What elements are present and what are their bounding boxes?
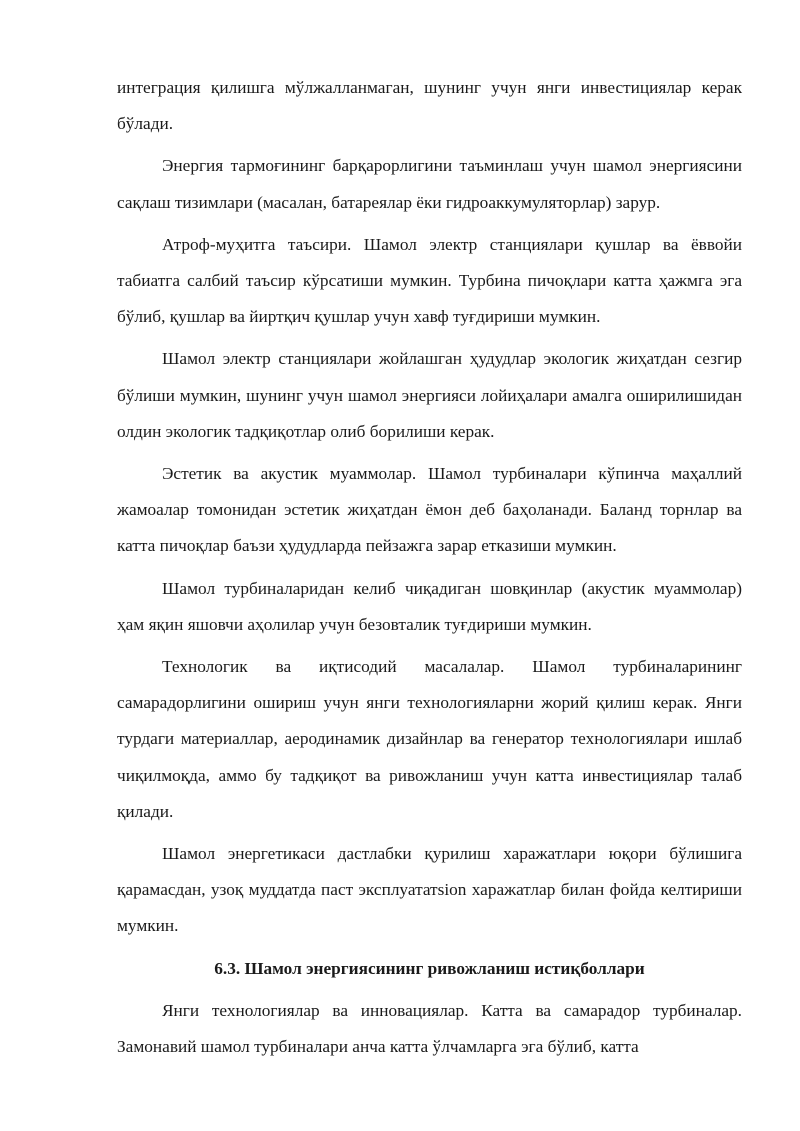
paragraph-technology-economics: Технологик ва иқтисодий масалалар. Шамол турбиналарининг самарадорлигини ошириш учун янги технологияларни жорий қилиш керак. Янги турдаги материаллар, аеродинамик дизайнлар ва генератор технологиялари ишлаб чиқилмоқда, аммо бу тадқиқот ва ривожланиш учун катта инвестициялар талаб қилади.: [117, 657, 742, 821]
document-body: [117, 70, 742, 1071]
paragraph-noise: Шамол турбиналаридан келиб чиқадиган шовқинлар (акустик муаммолар) ҳам яқин яшовчи аҳолилар учун безовталик туғдириши мумкин.: [117, 578, 742, 634]
paragraph-energy-storage: Энергия тармоғининг барқарорлигини таъминлаш учун шамол энергиясини сақлаш тизимлари (масалан, батареялар ёки гидроаккумуляторлар) зарур.: [117, 156, 742, 212]
paragraph-continuation: интеграция қилишга мўлжалланмаган, шунинг учун янги инвестициялар керак бўлади.: [117, 78, 742, 134]
paragraph-new-technologies: Янги технологиялар ва инновациялар. Катта ва самарадор турбиналар. Замонавий шамол турбиналари анча катта ўлчамларга эга бўлиб, катта: [117, 1000, 742, 1057]
section-heading: 6.3. Шамол энергиясининг ривожланиш истиқболлари: [214, 958, 645, 978]
paragraph-ecological-research: Шамол электр станциялари жойлашган ҳудудлар экологик жиҳатдан сезгир бўлиши мумкин, шунинг учун шамол энергияси лойиҳалари амалга оширилишидан олдин экологик тадқиқотлар олиб борилиши керак.: [117, 349, 742, 441]
paragraph-costs: Шамол энергетикаси дастлабки қурилиш харажатлари юқори бўлишига қарамасдан, узоқ муддатда паст эксплуататsіon харажатлар билан фойда келтириши мумкин.: [117, 844, 742, 936]
paragraph-aesthetic-acoustic: Эстетик ва акустик муаммолар. Шамол турбиналари кўпинча маҳаллий жамоалар томонидан эстетик жиҳатдан ёмон деб баҳоланади. Баланд торнлар ва катта пичоқлар баъзи ҳудудларда пейзажга зарар етказиши мумкин.: [117, 464, 742, 556]
paragraph-environment-impact: Атроф-муҳитга таъсири. Шамол электр станциялари қушлар ва ёввойи табиатга салбий таъсир кўрсатиши мумкин. Турбина пичоқлари катта ҳажмга эга бўлиб, қушлар ва йиртқич қушлар учун хавф туғдириши мумкин.: [117, 234, 742, 327]
